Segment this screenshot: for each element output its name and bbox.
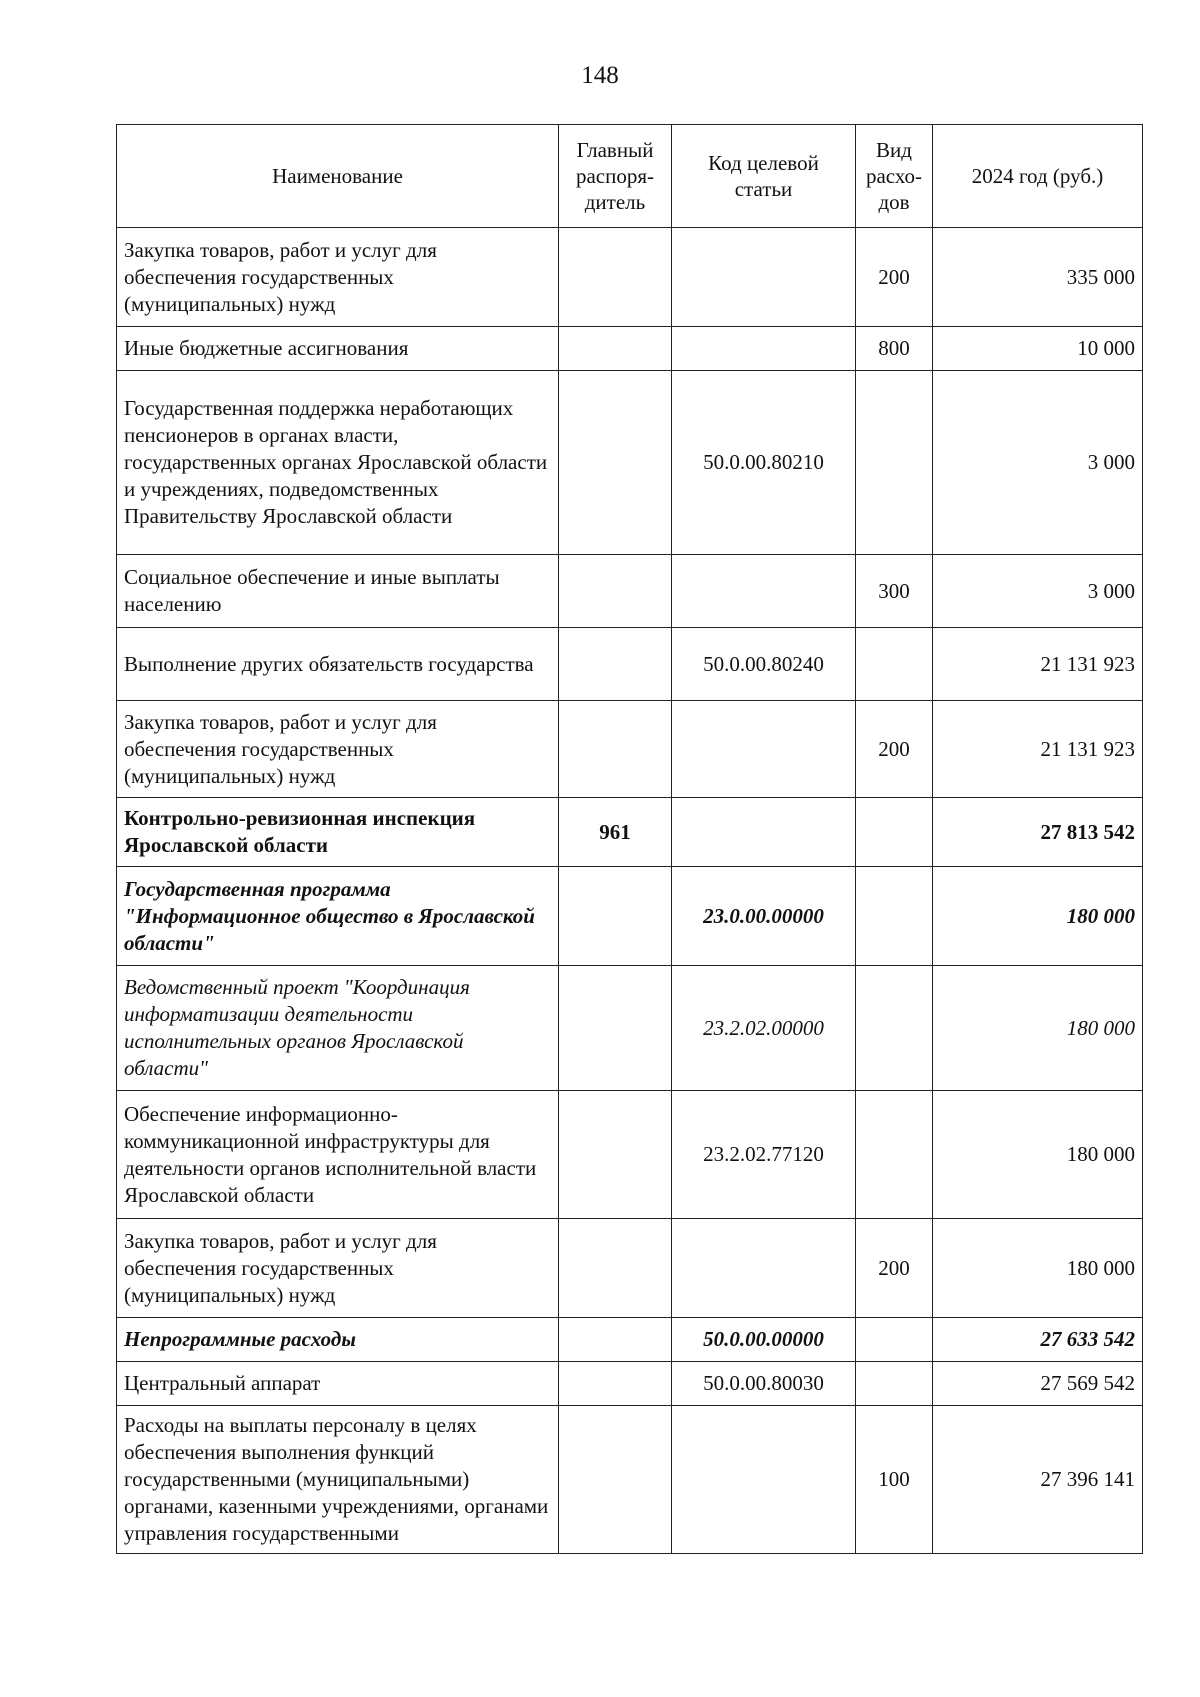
row-amount: 27 813 542 — [933, 798, 1143, 867]
row-name: Государственная поддержка неработающих пенсионеров в органах власти, государственных органах Ярославской области и учреждениях, подведомственных Правительству Ярославской области — [117, 371, 559, 555]
row-manager — [559, 1362, 672, 1406]
row-amount: 10 000 — [933, 327, 1143, 371]
row-amount: 180 000 — [933, 867, 1143, 966]
row-type — [856, 1362, 933, 1406]
table-row — [117, 701, 1143, 798]
row-type: 100 — [856, 1406, 933, 1554]
row-manager — [559, 1091, 672, 1219]
page-number: 148 — [581, 62, 619, 89]
row-amount: 3 000 — [933, 555, 1143, 628]
table-row — [117, 371, 1143, 555]
row-manager — [559, 327, 672, 371]
table-row — [117, 867, 1143, 966]
table-row — [117, 327, 1143, 371]
table-row — [117, 1406, 1143, 1554]
row-amount: 27 569 542 — [933, 1362, 1143, 1406]
row-name: Иные бюджетные ассигнования — [117, 327, 559, 371]
row-type — [856, 628, 933, 701]
row-type: 800 — [856, 327, 933, 371]
row-manager — [559, 701, 672, 798]
table-row — [117, 628, 1143, 701]
row-type — [856, 1318, 933, 1362]
table-header-row — [117, 125, 1143, 228]
row-amount: 3 000 — [933, 371, 1143, 555]
header-code: Код целевой статьи — [672, 125, 856, 228]
row-name: Социальное обеспечение и иные выплаты населению — [117, 555, 559, 628]
row-code: 23.2.02.00000 — [672, 966, 856, 1091]
row-code: 50.0.00.80210 — [672, 371, 856, 555]
budget-table — [116, 124, 1143, 1554]
row-amount: 180 000 — [933, 1091, 1143, 1219]
row-manager — [559, 371, 672, 555]
row-amount: 335 000 — [933, 228, 1143, 327]
row-code: 50.0.00.80030 — [672, 1362, 856, 1406]
row-manager — [559, 867, 672, 966]
row-name: Закупка товаров, работ и услуг для обеспечения государственных (муниципальных) нужд — [117, 228, 559, 327]
row-code: 23.0.00.00000 — [672, 867, 856, 966]
row-type: 200 — [856, 1219, 933, 1318]
row-manager — [559, 628, 672, 701]
row-type — [856, 1091, 933, 1219]
table-row — [117, 555, 1143, 628]
row-code — [672, 701, 856, 798]
row-amount: 27 633 542 — [933, 1318, 1143, 1362]
table-row — [117, 1091, 1143, 1219]
row-code — [672, 555, 856, 628]
header-manager: Главный распоря-дитель — [559, 125, 672, 228]
row-type — [856, 371, 933, 555]
row-code: 50.0.00.80240 — [672, 628, 856, 701]
table-row — [117, 228, 1143, 327]
row-manager — [559, 1318, 672, 1362]
row-code — [672, 798, 856, 867]
header-name: Наименование — [117, 125, 559, 228]
row-name: Закупка товаров, работ и услуг для обеспечения государственных (муниципальных) нужд — [117, 1219, 559, 1318]
table-row — [117, 798, 1143, 867]
row-amount: 21 131 923 — [933, 701, 1143, 798]
row-name: Непрограммные расходы — [117, 1318, 559, 1362]
row-type: 200 — [856, 701, 933, 798]
row-code: 23.2.02.77120 — [672, 1091, 856, 1219]
row-code — [672, 327, 856, 371]
row-type: 200 — [856, 228, 933, 327]
row-manager — [559, 1406, 672, 1554]
row-amount: 27 396 141 — [933, 1406, 1143, 1554]
header-type: Вид расхо-дов — [856, 125, 933, 228]
row-name: Закупка товаров, работ и услуг для обеспечения государственных (муниципальных) нужд — [117, 701, 559, 798]
row-name: Центральный аппарат — [117, 1362, 559, 1406]
row-type — [856, 798, 933, 867]
row-type: 300 — [856, 555, 933, 628]
row-manager: 961 — [559, 798, 672, 867]
row-type — [856, 966, 933, 1091]
row-manager — [559, 1219, 672, 1318]
row-code — [672, 1406, 856, 1554]
row-type — [856, 867, 933, 966]
table-row — [117, 1318, 1143, 1362]
row-amount: 180 000 — [933, 1219, 1143, 1318]
row-name: Контрольно-ревизионная инспекция Ярославской области — [117, 798, 559, 867]
row-name: Ведомственный проект "Координация информатизации деятельности исполнительных органов Ярославской области" — [117, 966, 559, 1091]
row-name: Обеспечение информационно-коммуникационной инфраструктуры для деятельности органов исполнительной власти Ярославской области — [117, 1091, 559, 1219]
row-name: Государственная программа "Информационное общество в Ярославской области" — [117, 867, 559, 966]
row-manager — [559, 966, 672, 1091]
row-name: Расходы на выплаты персоналу в целях обеспечения выполнения функций государственными (муниципальными) органами, казенными учреждениями, органами управления государственными — [117, 1406, 559, 1554]
table-body — [117, 228, 1143, 1554]
row-amount: 180 000 — [933, 966, 1143, 1091]
row-manager — [559, 555, 672, 628]
table-row — [117, 1219, 1143, 1318]
row-code: 50.0.00.00000 — [672, 1318, 856, 1362]
table-row — [117, 1362, 1143, 1406]
row-code — [672, 228, 856, 327]
table-row — [117, 966, 1143, 1091]
row-name: Выполнение других обязательств государства — [117, 628, 559, 701]
row-code — [672, 1219, 856, 1318]
header-amount: 2024 год (руб.) — [933, 125, 1143, 228]
row-amount: 21 131 923 — [933, 628, 1143, 701]
row-manager — [559, 228, 672, 327]
